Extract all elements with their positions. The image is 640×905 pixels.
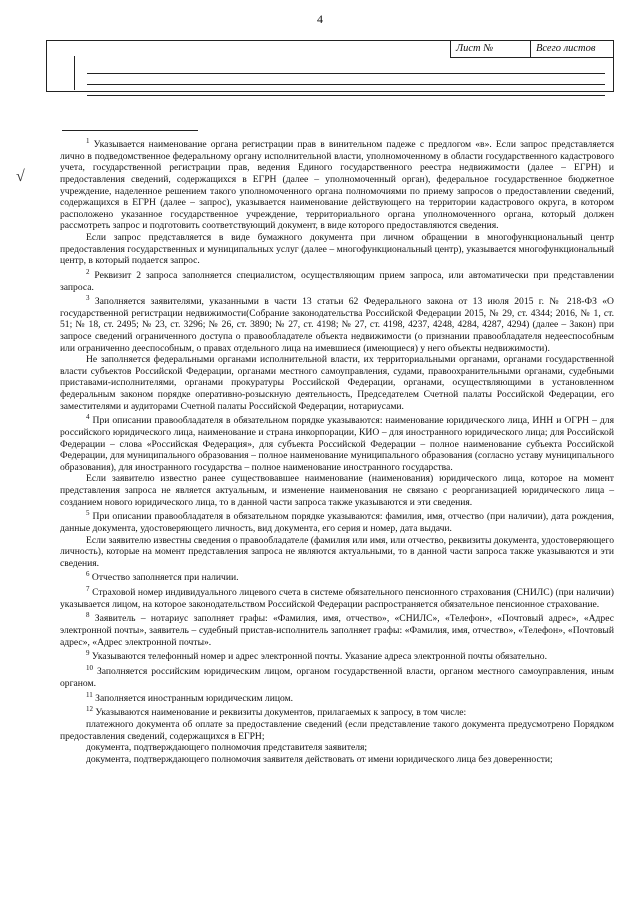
- footnote-separator: [62, 130, 198, 131]
- footnote-paragraph: [60, 473, 614, 508]
- footnote-number: 12: [86, 705, 93, 714]
- footnote-text: Заполняется заявителями, указанными в части 13 статьи 62 Федерального закона от 13 июля 2015 г. № 218-ФЗ «О государственной регистрации недвижимости(Собрание законодательства Российской Федерации 2015, № 29, ст. 4344; 2016, № 1, ст. 51; № 18, ст. 2495; № 23, ст. 3296; № 26, ст. 3890; № 27, ст. 4198; № 27, ст. 4198, 4237, 4248, 4284, 4287, 4294) (далее – Закон) при запросе сведений ограниченного доступа о правообладателе объекта недвижимости (о признании правообладателя недееспособным или ограниченно дееспособным, о правах отдельного лица на имевшиеся (имеющиеся) у него объекты недвижимости).: [60, 296, 614, 354]
- header-side-column: [46, 56, 75, 90]
- footnote-paragraph: [60, 610, 614, 648]
- footnote-text: Реквизит 2 запроса заполняется специалистом, осуществляющим прием запроса, или автоматически при представлении запроса.: [60, 269, 614, 293]
- footnote-text: Заявитель – нотариус заполняет графы: «Фамилия, имя, отчество», «СНИЛС», «Телефон», «Почтовый адрес», «Адрес электронной почты», заявитель – судебный пристав-исполнитель заполняет графы: «Фамилия, имя, отчество», «Телефон», «Почтовый адрес», «Адрес электронной почты».: [60, 613, 614, 648]
- footnote-paragraph: [60, 569, 614, 584]
- total-sheets-label: Всего листов: [536, 43, 596, 54]
- form-header-box: [46, 40, 614, 92]
- footnote-paragraph: [60, 584, 614, 610]
- footnote-paragraph: [60, 648, 614, 663]
- footnote-number: 10: [86, 664, 93, 673]
- footnote-paragraph: [60, 690, 614, 705]
- footnote-text: Указывается наименование органа регистрации прав в винительном падеже с предлогом «в». Если запрос представляется лично в подведомственное федеральному органу исполнительной власти, уполномоченному в области государственного кадастрового учета, государственной регистрации прав, ведения Единого государственного реестра недвижимости (далее – ЕГРН) и предоставления сведений, содержащихся в ЕГРН (далее – уполномоченный орган), федеральное государственное бюджетное учреждение, наделенное решением такого уполномоченного органа полномочиями по приему запросов о предоставлении сведений, содержащихся в ЕГРН (далее – запрос), указывается наименование действующего на территории кадастрового округа, в котором расположено указанное государственное учреждение, территориального органа уполномоченного органа, который должен рассмотреть запрос и подготовить соответствующий документ, в виде которого предоставляются сведения.: [60, 139, 614, 232]
- footnote-text: платежного документа об оплате за предоставление сведений (если представление такого документа предусмотрено Порядком предоставления сведений, содержащихся в ЕГРН;: [60, 719, 614, 742]
- footnote-text: документа, подтверждающего полномочия заявителя действовать от имени юридического лица без доверенности;: [86, 753, 553, 765]
- footnote-paragraph: [60, 719, 614, 742]
- footnote-text: Отчество заполняется при наличии.: [89, 572, 239, 584]
- footnote-paragraph: [60, 232, 614, 267]
- footnote-paragraph: [60, 267, 614, 293]
- page-number: 4: [317, 12, 323, 26]
- footnote-text: Страховой номер индивидуального лицевого счета в системе обязательного пенсионного страхования (СНИЛС) (при наличии) указывается лицом, на которое законодательством Российской Федерации распространяется обязательное пенсионное страхование.: [60, 587, 614, 610]
- footnote-number: 7: [86, 585, 90, 594]
- sheet-number-label: Лист №: [451, 41, 531, 57]
- footnote-paragraph: [60, 754, 614, 766]
- footnote-text: Если запрос представляется в виде бумажного документа при личном обращении в многофункциональный центр предоставления государственных и муниципальных услуг (далее – многофункциональный центр), указывается многофункциональный центр, в который подается запрос.: [60, 231, 614, 267]
- handwritten-check-mark: √: [16, 168, 25, 185]
- footnote-number: 8: [86, 611, 90, 620]
- footnote-number: 1: [86, 137, 90, 145]
- footnote-paragraph: [60, 742, 614, 754]
- footnote-text: Если заявителю известно ранее существовавшее наименование (наименования) юридического лица, которое на момент представления запроса не является актуальным, и изменение наименования не связано с реорганизацией юридического лица – созданием нового юридического лица, то в данной части запроса также указываются и эти сведения.: [60, 473, 614, 508]
- footnote-number: 6: [86, 570, 90, 579]
- header-lines: [87, 63, 605, 96]
- footnote-number: 11: [86, 690, 93, 699]
- footnote-number: 2: [86, 267, 90, 276]
- footnote-paragraph: [60, 136, 614, 232]
- footnote-paragraph: [60, 293, 614, 354]
- footnote-text: Указываются наименование и реквизиты документов, прилагаемых к запросу, в том числе:: [93, 707, 467, 719]
- footnote-paragraph: [60, 535, 614, 570]
- sheet-cells: [450, 40, 614, 58]
- footnote-text: При описании правообладателя в обязательном порядке указываются: наименование юридического лица, ИНН и ОГРН – для российского юридического лица, наименование и страна инкорпорации, КИО – для иностранного юридического лица; для Российской Федерации – слова «Российская Федерация», для субъекта Российской Федерации – полное наименование субъекта Российской Федерации, для муниципального образования – полное наименование муниципального образования (согласно уставу муниципального образования), для иностранного государства – полное наименование иностранного государства.: [60, 415, 614, 473]
- footnote-number: 3: [86, 294, 90, 303]
- footnote-number: 9: [86, 649, 90, 658]
- footnote-text: Указываются телефонный номер и адрес электронной почты. Указание адреса электронной почты обязательно.: [89, 651, 548, 663]
- footnote-text: Не заполняется федеральными органами исполнительной власти, их территориальными органами, органами государственной власти субъектов Российской Федерации, органами местного самоуправления, судами, правоохранительными органами, судебными приставами-исполнителями, органами прокуратуры Российской Федерации, органами, осуществляющими в установленном федеральным законом порядке оперативно-розыскную деятельность, Председателем Счетной палаты Российской Федерации, его заместителями и аудиторами Счетной палаты Российской Федерации, нотариусами.: [60, 354, 614, 412]
- footnote-number: 5: [86, 509, 90, 518]
- footnote-paragraph: [60, 412, 614, 473]
- footnote-text: Заполняется иностранным юридическим лицом.: [92, 692, 294, 704]
- footnote-text: Если заявителю известны сведения о правообладателе (фамилия или имя, или отчество, реквизиты документа, удостоверяющего личность), которые на момент представления запроса не являются актуальными, то в данной части запроса также указываются и эти сведения.: [60, 534, 614, 569]
- footnote-text: документа, подтверждающего полномочия представителя заявителя;: [86, 742, 368, 754]
- footnote-text: При описании правообладателя в обязательном порядке указываются: фамилия, имя, отчество (при наличии), дата рождения, данные документа, удостоверяющего личность, вид документа, его серия и номер, дата выдачи.: [60, 511, 614, 534]
- footnote-number: 4: [86, 413, 90, 422]
- footnote-paragraph: [60, 704, 614, 719]
- footnote-paragraph: [60, 354, 614, 412]
- footnotes-block: [60, 136, 614, 766]
- footnote-paragraph: [60, 663, 614, 689]
- footnote-text: Заполняется российским юридическим лицом, органом государственной власти, органом местного самоуправления, иным органом.: [60, 666, 614, 689]
- footnote-paragraph: [60, 508, 614, 534]
